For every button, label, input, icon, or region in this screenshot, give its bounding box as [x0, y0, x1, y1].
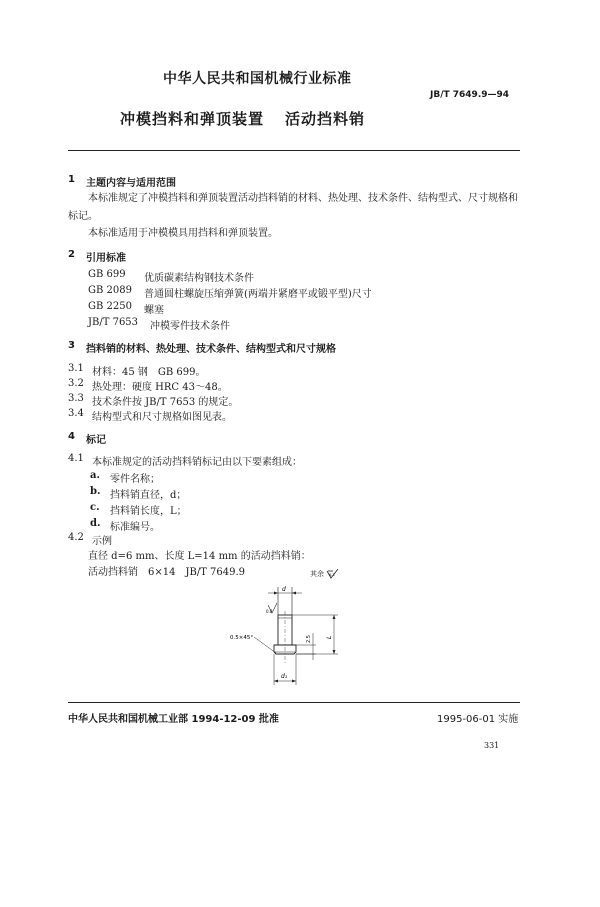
- section-3-heading: 挡料销的材料、热处理、技术条件、结构型式和尺寸规格: [86, 344, 336, 355]
- page-number: 331: [484, 741, 500, 750]
- clause-text: 本标准规定的活动挡料销标记由以下要素组成：: [92, 457, 302, 468]
- header-rule: [68, 150, 520, 151]
- dimension-d1-label: d₁: [281, 673, 288, 680]
- clause-number: 3.4: [68, 408, 84, 419]
- clause-text: 材料：45 钢 GB 699。: [92, 367, 206, 378]
- element-letter: d.: [90, 518, 101, 529]
- clause-text: 技术条件按 JB/T 7653 的规定。: [92, 397, 239, 408]
- reference-title: 普通圆柱螺旋压缩弹簧(两端并紧磨平或锻平型)尺寸: [144, 289, 372, 300]
- roughness-symbol-icon: [326, 569, 340, 579]
- chamfer-label: 0.5×45°: [230, 635, 254, 641]
- example-marking: 活动挡料销 6×14 JB/T 7649.9: [88, 567, 246, 578]
- element-text: 标准编号。: [110, 522, 160, 533]
- reference-code: GB 2250: [88, 301, 132, 312]
- section-4-heading: 标记: [86, 435, 106, 446]
- section-2-number: 2: [68, 249, 75, 260]
- document-subtitle: 活动挡料销: [285, 110, 366, 128]
- element-letter: b.: [90, 486, 101, 497]
- effective-date: 1995-06-01 实施: [437, 714, 519, 725]
- dimension-2-5-label: 2.5: [306, 635, 312, 643]
- roughness-note-label: 其余: [310, 570, 324, 578]
- standard-number: JB/T 7649.9—94: [430, 90, 510, 100]
- reference-code: JB/T 7653: [88, 317, 139, 328]
- section-1-number: 1: [68, 174, 75, 185]
- clause-text: 结构型式和尺寸规格如图见表。: [92, 412, 232, 423]
- example-description: 直径 d=6 mm、长度 L=14 mm 的活动挡料销：: [88, 551, 311, 562]
- clause-number: 4.2: [68, 532, 84, 543]
- section-1-paragraph-2: 本标准适用于冲模模具用挡料和弹顶装置。: [88, 228, 278, 239]
- clause-text: 示例: [92, 536, 112, 547]
- element-letter: c.: [90, 502, 100, 513]
- clause-number: 3.1: [68, 363, 84, 374]
- element-text: 挡料销直径，d；: [110, 490, 187, 501]
- clause-text: 热处理：硬度 HRC 43～48。: [92, 382, 228, 393]
- reference-code: GB 2089: [88, 285, 132, 296]
- element-text: 挡料销长度，L；: [110, 506, 187, 517]
- clause-number: 3.3: [68, 393, 84, 404]
- reference-code: GB 699: [88, 269, 126, 280]
- element-letter: a.: [90, 470, 100, 481]
- tip-roughness-value: 0.8: [266, 609, 273, 614]
- footer-rule: [68, 702, 520, 703]
- clause-number: 3.2: [68, 378, 84, 389]
- stop-pin-drawing: [230, 585, 360, 695]
- org-title: 中华人民共和国机械行业标准: [163, 71, 352, 87]
- dimension-L-label: L: [326, 635, 333, 639]
- issuing-authority: 中华人民共和国机械工业部 1994-12-09 批准: [68, 714, 279, 725]
- reference-title: 优质碳素结构钢技术条件: [144, 273, 254, 284]
- roughness-value: 6.3: [329, 573, 335, 577]
- clause-number: 4.1: [68, 453, 84, 464]
- section-1-paragraph-1: 本标准规定了冲模挡料和弹顶装置活动挡料销的材料、热处理、技术条件、结构型式、尺寸规格和标记。: [68, 193, 518, 222]
- document-title: 冲模挡料和弹顶装置: [120, 110, 265, 128]
- section-3-number: 3: [68, 340, 75, 351]
- section-1-heading: 主题内容与适用范围: [86, 178, 176, 189]
- reference-title: 螺塞: [144, 305, 164, 316]
- element-text: 零件名称；: [110, 474, 160, 485]
- section-4-number: 4: [68, 431, 75, 442]
- dimension-d-label: d: [282, 586, 286, 593]
- reference-title: 冲模零件技术条件: [150, 321, 230, 332]
- section-2-heading: 引用标准: [86, 253, 126, 264]
- surface-roughness-note: [310, 569, 340, 579]
